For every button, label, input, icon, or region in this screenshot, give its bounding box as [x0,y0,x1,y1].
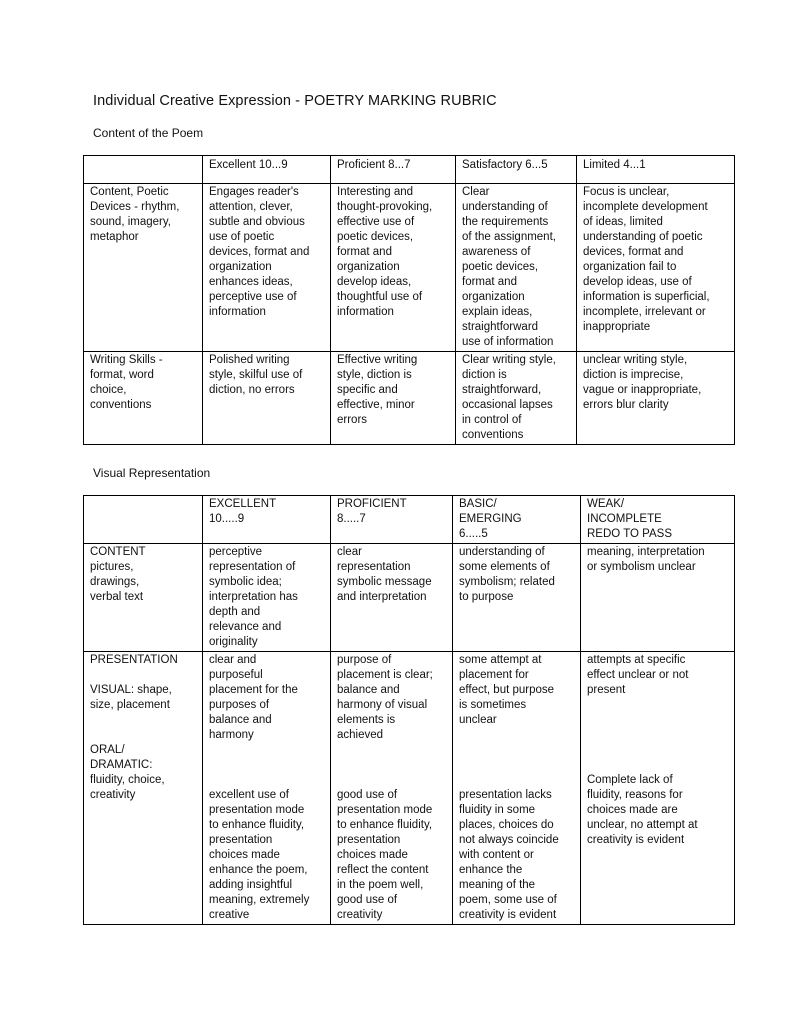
visual-rubric-table [83,495,735,925]
visual-descriptor: some attempt at placement for effect, but purpose is sometimes unclear [459,654,555,726]
table-header-row [84,156,735,184]
header-cell: Proficient 8...7 [331,156,456,184]
header-cell: PROFICIENT 8.....7 [331,496,453,544]
header-cell: Excellent 10...9 [203,156,331,184]
rubric-cell: Clear writing style, diction is straightforward, occasional lapses in control of conventions [456,352,577,445]
oral-descriptor: presentation lacks fluidity in some places, choices do not always coincide with content or enhance the meaning of the poem, some use of creativity is evident [459,789,559,921]
oral-descriptor: good use of presentation mode to enhance fluidity, presentation choices made reflect the content in the poem well, good use of creativity [337,789,433,921]
oral-criteria: ORAL/ DRAMATIC: fluidity, choice, creativity [90,744,165,801]
table-row [84,184,735,352]
header-cell [84,156,203,184]
header-cell: Satisfactory 6...5 [456,156,577,184]
visual-descriptor: purpose of placement is clear; balance and harmony of visual elements is achieved [337,654,433,741]
header-cell: BASIC/ EMERGING 6.....5 [453,496,581,544]
criteria-cell: Content, Poetic Devices - rhythm, sound, imagery, metaphor [84,184,203,352]
table-row [84,352,735,445]
rubric-cell: meaning, interpretation or symbolism unclear [581,544,735,652]
criteria-cell: CONTENT pictures, drawings, verbal text [84,544,203,652]
rubric-cell [453,652,581,925]
criteria-cell: Writing Skills - format, word choice, conventions [84,352,203,445]
rubric-cell [581,652,735,925]
rubric-cell: unclear writing style, diction is imprecise, vague or inappropriate, errors blur clarity [577,352,735,445]
oral-descriptor: excellent use of presentation mode to enhance fluidity, presentation choices made enhance the poem, adding insightful meaning, extremely creative [209,789,310,921]
header-cell: Limited 4...1 [577,156,735,184]
rubric-cell: Interesting and thought-provoking, effective use of poetic devices, format and organization develop ideas, thoughtful use of information [331,184,456,352]
rubric-cell: Engages reader's attention, clever, subtle and obvious use of poetic devices, format and organization enhances ideas, perceptive use of information [203,184,331,352]
header-cell: EXCELLENT 10.....9 [203,496,331,544]
header-cell [84,496,203,544]
section-heading-content: Content of the Poem [93,126,204,140]
rubric-cell: Effective writing style, diction is specific and effective, minor errors [331,352,456,445]
rubric-cell [203,652,331,925]
rubric-cell: Focus is unclear, incomplete development of ideas, limited understanding of poetic devices, format and organization fail to develop ideas, use of information is superficial, incomplete, irrelevant or inappropriate [577,184,735,352]
rubric-cell: perceptive representation of symbolic idea; interpretation has depth and relevance and originality [203,544,331,652]
content-rubric-table [83,155,735,445]
table-row [84,652,735,925]
table-row [84,544,735,652]
visual-criteria: PRESENTATION VISUAL: shape, size, placement [90,654,178,711]
rubric-cell: Clear understanding of the requirements of the assignment, awareness of poetic devices, format and organization explain ideas, straightforward use of information [456,184,577,352]
rubric-cell: understanding of some elements of symbolism; related to purpose [453,544,581,652]
page-title: Individual Creative Expression - POETRY MARKING RUBRIC [93,93,497,109]
rubric-cell: clear representation symbolic message and interpretation [331,544,453,652]
table-header-row [84,496,735,544]
rubric-cell [331,652,453,925]
rubric-cell: Polished writing style, skilful use of diction, no errors [203,352,331,445]
section-heading-visual: Visual Representation [93,466,211,480]
criteria-cell [84,652,203,925]
visual-descriptor: attempts at specific effect unclear or not present [587,654,689,696]
header-cell: WEAK/ INCOMPLETE REDO TO PASS [581,496,735,544]
visual-descriptor: clear and purposeful placement for the purposes of balance and harmony [209,654,298,741]
oral-descriptor: Complete lack of fluidity, reasons for choices made are unclear, no attempt at creativity is evident [587,774,698,846]
